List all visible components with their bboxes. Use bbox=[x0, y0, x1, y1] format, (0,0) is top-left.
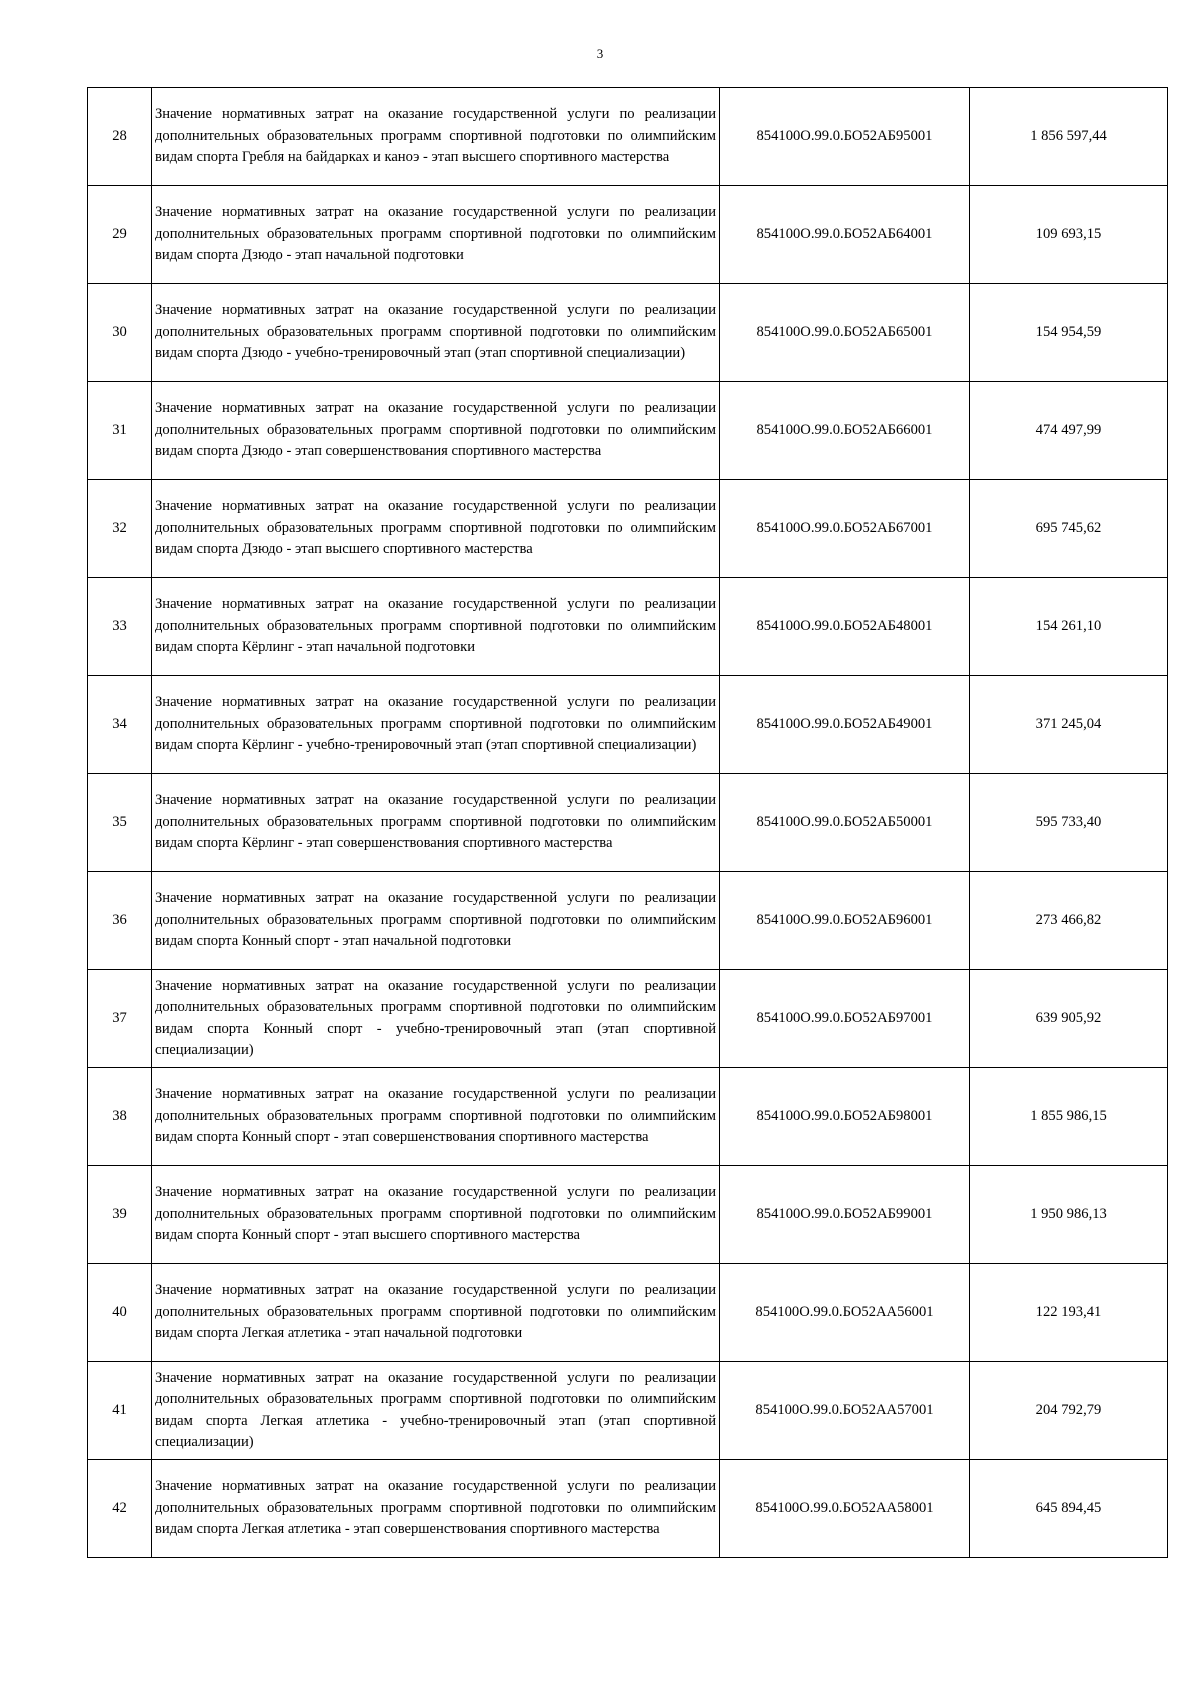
service-description: Значение нормативных затрат на оказание государственной услуги по реализации дополнительных образовательных программ спортивной подготовки по олимпийским видам спорта Кёрлинг - этап совершенствования спортивного мастерства bbox=[152, 774, 720, 872]
row-number: 28 bbox=[88, 88, 152, 186]
registry-code: 854100О.99.0.БО52АА58001 bbox=[720, 1460, 970, 1558]
cost-value: 645 894,45 bbox=[970, 1460, 1168, 1558]
registry-code: 854100О.99.0.БО52АБ96001 bbox=[720, 872, 970, 970]
row-number: 34 bbox=[88, 676, 152, 774]
service-description: Значение нормативных затрат на оказание государственной услуги по реализации дополнительных образовательных программ спортивной подготовки по олимпийским видам спорта Легкая атлетика - учебно-тренировочный этап (этап спортивной специализации) bbox=[152, 1362, 720, 1460]
table-row bbox=[88, 382, 1168, 480]
service-description: Значение нормативных затрат на оказание государственной услуги по реализации дополнительных образовательных программ спортивной подготовки по олимпийским видам спорта Конный спорт - этап высшего спортивного мастерства bbox=[152, 1166, 720, 1264]
row-number: 42 bbox=[88, 1460, 152, 1558]
service-description: Значение нормативных затрат на оказание государственной услуги по реализации дополнительных образовательных программ спортивной подготовки по олимпийским видам спорта Кёрлинг - учебно-тренировочный этап (этап спортивной специализации) bbox=[152, 676, 720, 774]
cost-value: 474 497,99 bbox=[970, 382, 1168, 480]
cost-value: 122 193,41 bbox=[970, 1264, 1168, 1362]
table-row bbox=[88, 1460, 1168, 1558]
registry-code: 854100О.99.0.БО52АБ64001 bbox=[720, 186, 970, 284]
table-row bbox=[88, 1264, 1168, 1362]
table-row bbox=[88, 284, 1168, 382]
registry-code: 854100О.99.0.БО52АБ67001 bbox=[720, 480, 970, 578]
table-row bbox=[88, 480, 1168, 578]
row-number: 30 bbox=[88, 284, 152, 382]
table-row bbox=[88, 872, 1168, 970]
row-number: 40 bbox=[88, 1264, 152, 1362]
service-description: Значение нормативных затрат на оказание государственной услуги по реализации дополнительных образовательных программ спортивной подготовки по олимпийским видам спорта Дзюдо - этап совершенствования спортивного мастерства bbox=[152, 382, 720, 480]
cost-value: 1 950 986,13 bbox=[970, 1166, 1168, 1264]
registry-code: 854100О.99.0.БО52АБ50001 bbox=[720, 774, 970, 872]
registry-code: 854100О.99.0.БО52АБ95001 bbox=[720, 88, 970, 186]
table-row bbox=[88, 774, 1168, 872]
table-row bbox=[88, 970, 1168, 1068]
service-description: Значение нормативных затрат на оказание государственной услуги по реализации дополнительных образовательных программ спортивной подготовки по олимпийским видам спорта Конный спорт - этап начальной подготовки bbox=[152, 872, 720, 970]
row-number: 39 bbox=[88, 1166, 152, 1264]
service-description: Значение нормативных затрат на оказание государственной услуги по реализации дополнительных образовательных программ спортивной подготовки по олимпийским видам спорта Кёрлинг - этап начальной подготовки bbox=[152, 578, 720, 676]
registry-code: 854100О.99.0.БО52АБ48001 bbox=[720, 578, 970, 676]
cost-value: 595 733,40 bbox=[970, 774, 1168, 872]
cost-value: 273 466,82 bbox=[970, 872, 1168, 970]
registry-code: 854100О.99.0.БО52АБ66001 bbox=[720, 382, 970, 480]
service-description: Значение нормативных затрат на оказание государственной услуги по реализации дополнительных образовательных программ спортивной подготовки по олимпийским видам спорта Легкая атлетика - этап совершенствования спортивного мастерства bbox=[152, 1460, 720, 1558]
row-number: 36 bbox=[88, 872, 152, 970]
row-number: 33 bbox=[88, 578, 152, 676]
cost-value: 371 245,04 bbox=[970, 676, 1168, 774]
cost-value: 695 745,62 bbox=[970, 480, 1168, 578]
cost-value: 204 792,79 bbox=[970, 1362, 1168, 1460]
registry-code: 854100О.99.0.БО52АА57001 bbox=[720, 1362, 970, 1460]
row-number: 31 bbox=[88, 382, 152, 480]
row-number: 37 bbox=[88, 970, 152, 1068]
service-description: Значение нормативных затрат на оказание государственной услуги по реализации дополнительных образовательных программ спортивной подготовки по олимпийским видам спорта Гребля на байдарках и каноэ - этап высшего спортивного мастерства bbox=[152, 88, 720, 186]
service-description: Значение нормативных затрат на оказание государственной услуги по реализации дополнительных образовательных программ спортивной подготовки по олимпийским видам спорта Конный спорт - этап совершенствования спортивного мастерства bbox=[152, 1068, 720, 1166]
service-description: Значение нормативных затрат на оказание государственной услуги по реализации дополнительных образовательных программ спортивной подготовки по олимпийским видам спорта Дзюдо - этап начальной подготовки bbox=[152, 186, 720, 284]
registry-code: 854100О.99.0.БО52АБ65001 bbox=[720, 284, 970, 382]
service-description: Значение нормативных затрат на оказание государственной услуги по реализации дополнительных образовательных программ спортивной подготовки по олимпийским видам спорта Легкая атлетика - этап начальной подготовки bbox=[152, 1264, 720, 1362]
row-number: 38 bbox=[88, 1068, 152, 1166]
table-row bbox=[88, 186, 1168, 284]
cost-value: 1 856 597,44 bbox=[970, 88, 1168, 186]
registry-code: 854100О.99.0.БО52АБ98001 bbox=[720, 1068, 970, 1166]
registry-code: 854100О.99.0.БО52АБ49001 bbox=[720, 676, 970, 774]
row-number: 35 bbox=[88, 774, 152, 872]
table-body bbox=[88, 88, 1168, 1558]
registry-code: 854100О.99.0.БО52АБ99001 bbox=[720, 1166, 970, 1264]
service-description: Значение нормативных затрат на оказание государственной услуги по реализации дополнительных образовательных программ спортивной подготовки по олимпийским видам спорта Дзюдо - этап высшего спортивного мастерства bbox=[152, 480, 720, 578]
row-number: 41 bbox=[88, 1362, 152, 1460]
cost-value: 109 693,15 bbox=[970, 186, 1168, 284]
table-row bbox=[88, 88, 1168, 186]
table-row bbox=[88, 1166, 1168, 1264]
table-row bbox=[88, 1362, 1168, 1460]
cost-value: 154 261,10 bbox=[970, 578, 1168, 676]
cost-value: 154 954,59 bbox=[970, 284, 1168, 382]
table-row bbox=[88, 1068, 1168, 1166]
table-row bbox=[88, 676, 1168, 774]
registry-code: 854100О.99.0.БО52АБ97001 bbox=[720, 970, 970, 1068]
service-description: Значение нормативных затрат на оказание государственной услуги по реализации дополнительных образовательных программ спортивной подготовки по олимпийским видам спорта Дзюдо - учебно-тренировочный этап (этап спортивной специализации) bbox=[152, 284, 720, 382]
registry-code: 854100О.99.0.БО52АА56001 bbox=[720, 1264, 970, 1362]
normative-costs-table bbox=[87, 87, 1168, 1558]
cost-value: 1 855 986,15 bbox=[970, 1068, 1168, 1166]
cost-value: 639 905,92 bbox=[970, 970, 1168, 1068]
page-number: 3 bbox=[596, 46, 604, 61]
row-number: 29 bbox=[88, 186, 152, 284]
service-description: Значение нормативных затрат на оказание государственной услуги по реализации дополнительных образовательных программ спортивной подготовки по олимпийским видам спорта Конный спорт - учебно-тренировочный этап (этап спортивной специализации) bbox=[152, 970, 720, 1068]
table-row bbox=[88, 578, 1168, 676]
row-number: 32 bbox=[88, 480, 152, 578]
